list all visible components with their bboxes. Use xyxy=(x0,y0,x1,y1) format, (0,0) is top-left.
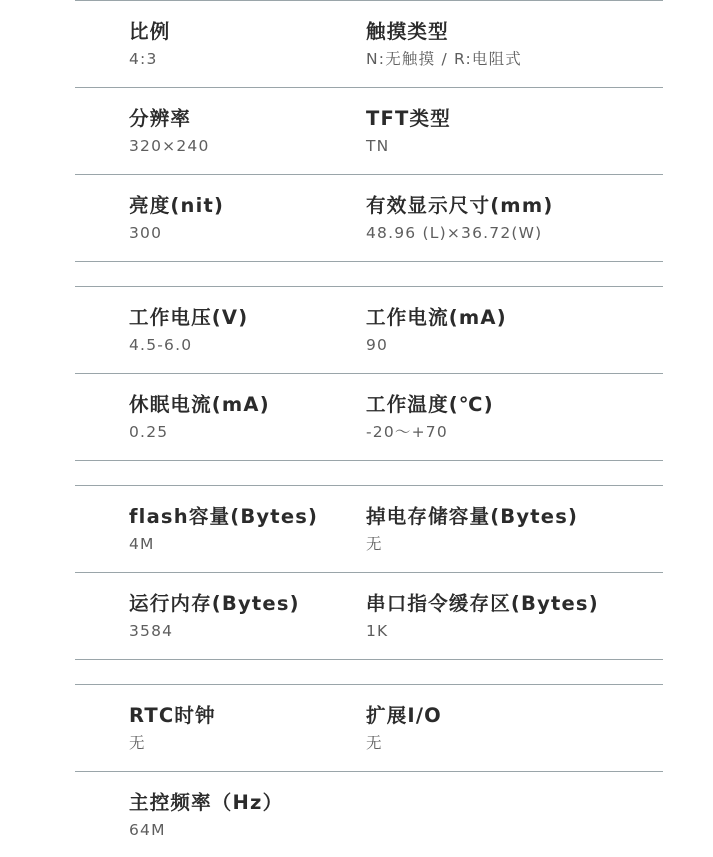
spec-label: TFT类型 xyxy=(366,107,451,130)
spec-resolution xyxy=(129,106,210,157)
spec-nonvolatile-storage xyxy=(366,504,578,555)
spec-row xyxy=(75,572,663,660)
spec-value: 4.5-6.0 xyxy=(129,336,193,354)
spec-mcu-frequency xyxy=(129,790,283,841)
spec-expansion-io xyxy=(366,703,442,754)
spec-value: 300 xyxy=(129,224,163,242)
spec-value: 320×240 xyxy=(129,137,210,155)
spec-value: 90 xyxy=(366,336,389,354)
spec-value: 3584 xyxy=(129,622,174,640)
spec-label: 掉电存储容量(Bytes) xyxy=(366,505,579,528)
spec-group-peripherals xyxy=(75,684,663,848)
spec-runtime-memory xyxy=(129,591,300,642)
spec-value: 无 xyxy=(366,734,383,752)
spec-sleep-current xyxy=(129,392,270,443)
spec-label: 工作电压(V) xyxy=(129,306,249,329)
spec-label: 工作温度(℃) xyxy=(366,393,494,416)
spec-touch-type xyxy=(366,19,522,70)
spec-label: 触摸类型 xyxy=(366,20,449,43)
spec-group-electrical xyxy=(75,286,663,461)
spec-label: 亮度(nit) xyxy=(129,194,225,217)
spec-brightness xyxy=(129,193,224,244)
spec-value: 64M xyxy=(129,821,166,839)
spec-row xyxy=(75,684,663,771)
spec-row xyxy=(75,87,663,174)
spec-value: 无 xyxy=(129,734,146,752)
spec-row xyxy=(75,174,663,262)
spec-tft-type xyxy=(366,106,451,157)
spec-value: 0.25 xyxy=(129,423,169,441)
spec-value: N:无触摸 / R:电阻式 xyxy=(366,50,523,68)
spec-value: 4M xyxy=(129,535,155,553)
spec-row xyxy=(75,0,663,87)
spec-flash-capacity xyxy=(129,504,318,555)
spec-label: 休眠电流(mA) xyxy=(129,393,270,416)
spec-value: 48.96 (L)×36.72(W) xyxy=(366,224,543,242)
spec-label: 运行内存(Bytes) xyxy=(129,592,300,615)
spec-rtc-clock xyxy=(129,703,216,754)
spec-label: RTC时钟 xyxy=(129,704,216,727)
spec-row xyxy=(75,771,663,848)
spec-aspect-ratio xyxy=(129,19,170,70)
spec-value: 1K xyxy=(366,622,389,640)
spec-label: 工作电流(mA) xyxy=(366,306,507,329)
spec-group-memory xyxy=(75,485,663,660)
spec-group-display xyxy=(75,0,663,262)
spec-label: 分辨率 xyxy=(129,107,192,130)
spec-value: -20～+70 xyxy=(366,423,448,441)
spec-value: 4:3 xyxy=(129,50,158,68)
spec-uart-buffer xyxy=(366,591,599,642)
spec-label: flash容量(Bytes) xyxy=(129,505,319,528)
spec-row xyxy=(75,485,663,572)
spec-active-area xyxy=(366,193,553,244)
spec-operating-voltage xyxy=(129,305,248,356)
spec-sheet xyxy=(75,0,663,848)
spec-label: 扩展I/O xyxy=(366,704,442,727)
spec-label: 比例 xyxy=(129,20,171,43)
spec-value: TN xyxy=(366,137,390,155)
spec-label: 串口指令缓存区(Bytes) xyxy=(366,592,599,615)
spec-row xyxy=(75,373,663,461)
spec-operating-temperature xyxy=(366,392,494,443)
spec-value: 无 xyxy=(366,535,383,553)
spec-operating-current xyxy=(366,305,507,356)
spec-label: 主控频率（Hz） xyxy=(129,791,284,814)
spec-row xyxy=(75,286,663,373)
spec-label: 有效显示尺寸(mm) xyxy=(366,194,554,217)
